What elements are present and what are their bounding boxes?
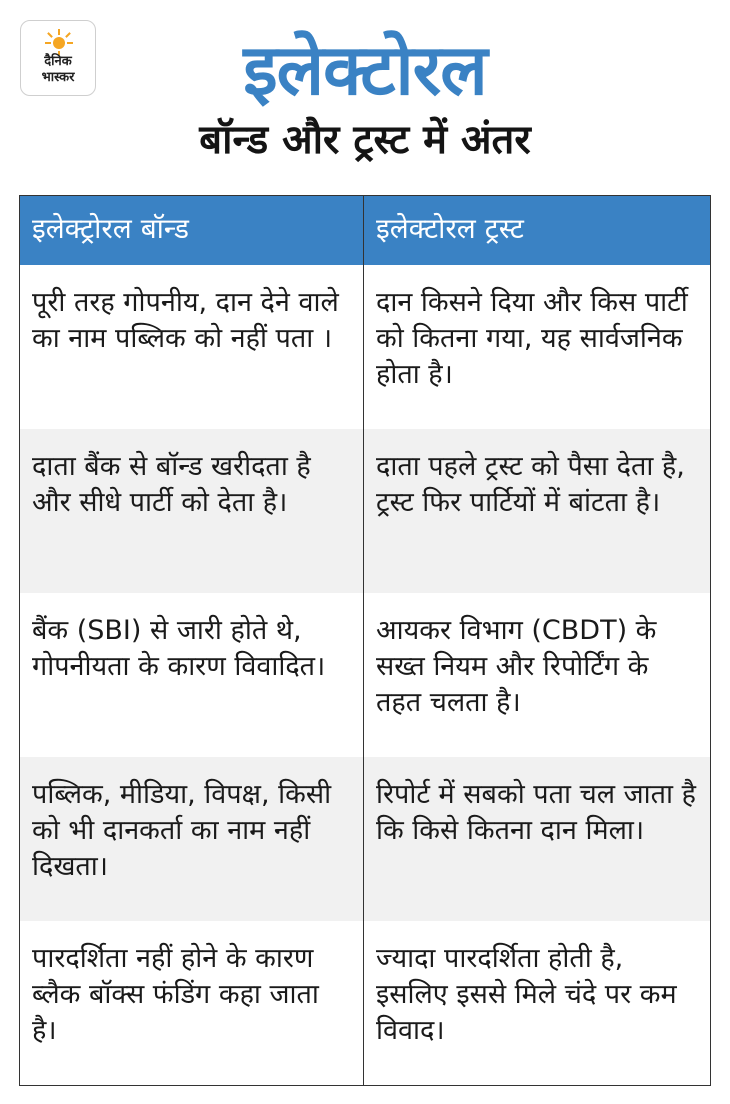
bond-cell: दाता बैंक से बॉन्ड खरीदता है और सीधे पार्टी को देता है। (20, 429, 364, 593)
comparison-table (19, 195, 711, 1086)
trust-cell: आयकर विभाग (CBDT) के सख्त नियम और रिपोर्टिंग के तहत चलता है। (376, 615, 657, 718)
logo-text-line2: भास्कर (41, 70, 75, 85)
trust-cell: दान किसने दिया और किस पार्टी को कितना गया, यह सार्वजनिक होता है। (376, 287, 688, 390)
table-header-row (20, 196, 710, 265)
page-title: इलेक्टोरल (243, 29, 487, 111)
bond-cell: पूरी तरह गोपनीय, दान देने वाले का नाम पब्लिक को नहीं पता । (20, 265, 364, 429)
table-row (20, 593, 710, 757)
trust-cell: ज्यादा पारदर्शिता होती है, इसलिए इससे मिले चंदे पर कम विवाद। (376, 943, 677, 1046)
logo-text-line1: दैनिक (44, 54, 72, 69)
header-electoral-bond: इलेक्ट्रोरल बॉन्ड (20, 196, 364, 265)
table-row (20, 921, 710, 1085)
table-row (20, 265, 710, 429)
page-subtitle: बॉन्ड और ट्रस्ट में अंतर (199, 117, 531, 163)
bond-cell: पारदर्शिता नहीं होने के कारण ब्लैक बॉक्स फंडिंग कहा जाता है। (20, 921, 364, 1085)
bond-cell: पब्लिक, मीडिया, विपक्ष, किसी को भी दानकर्ता का नाम नहीं दिखता। (20, 757, 364, 921)
table-row (20, 429, 710, 593)
trust-cell: रिपोर्ट में सबको पता चल जाता है कि किसे कितना दान मिला। (376, 779, 696, 846)
table-row (20, 757, 710, 921)
trust-cell: दाता पहले ट्रस्ट को पैसा देता है, ट्रस्ट फिर पार्टियों में बांटता है। (376, 451, 685, 518)
bond-cell: बैंक (SBI) से जारी होते थे, गोपनीयता के कारण विवादित। (20, 593, 364, 757)
header-electoral-trust: इलेक्टोरल ट्रस्ट (376, 212, 524, 245)
